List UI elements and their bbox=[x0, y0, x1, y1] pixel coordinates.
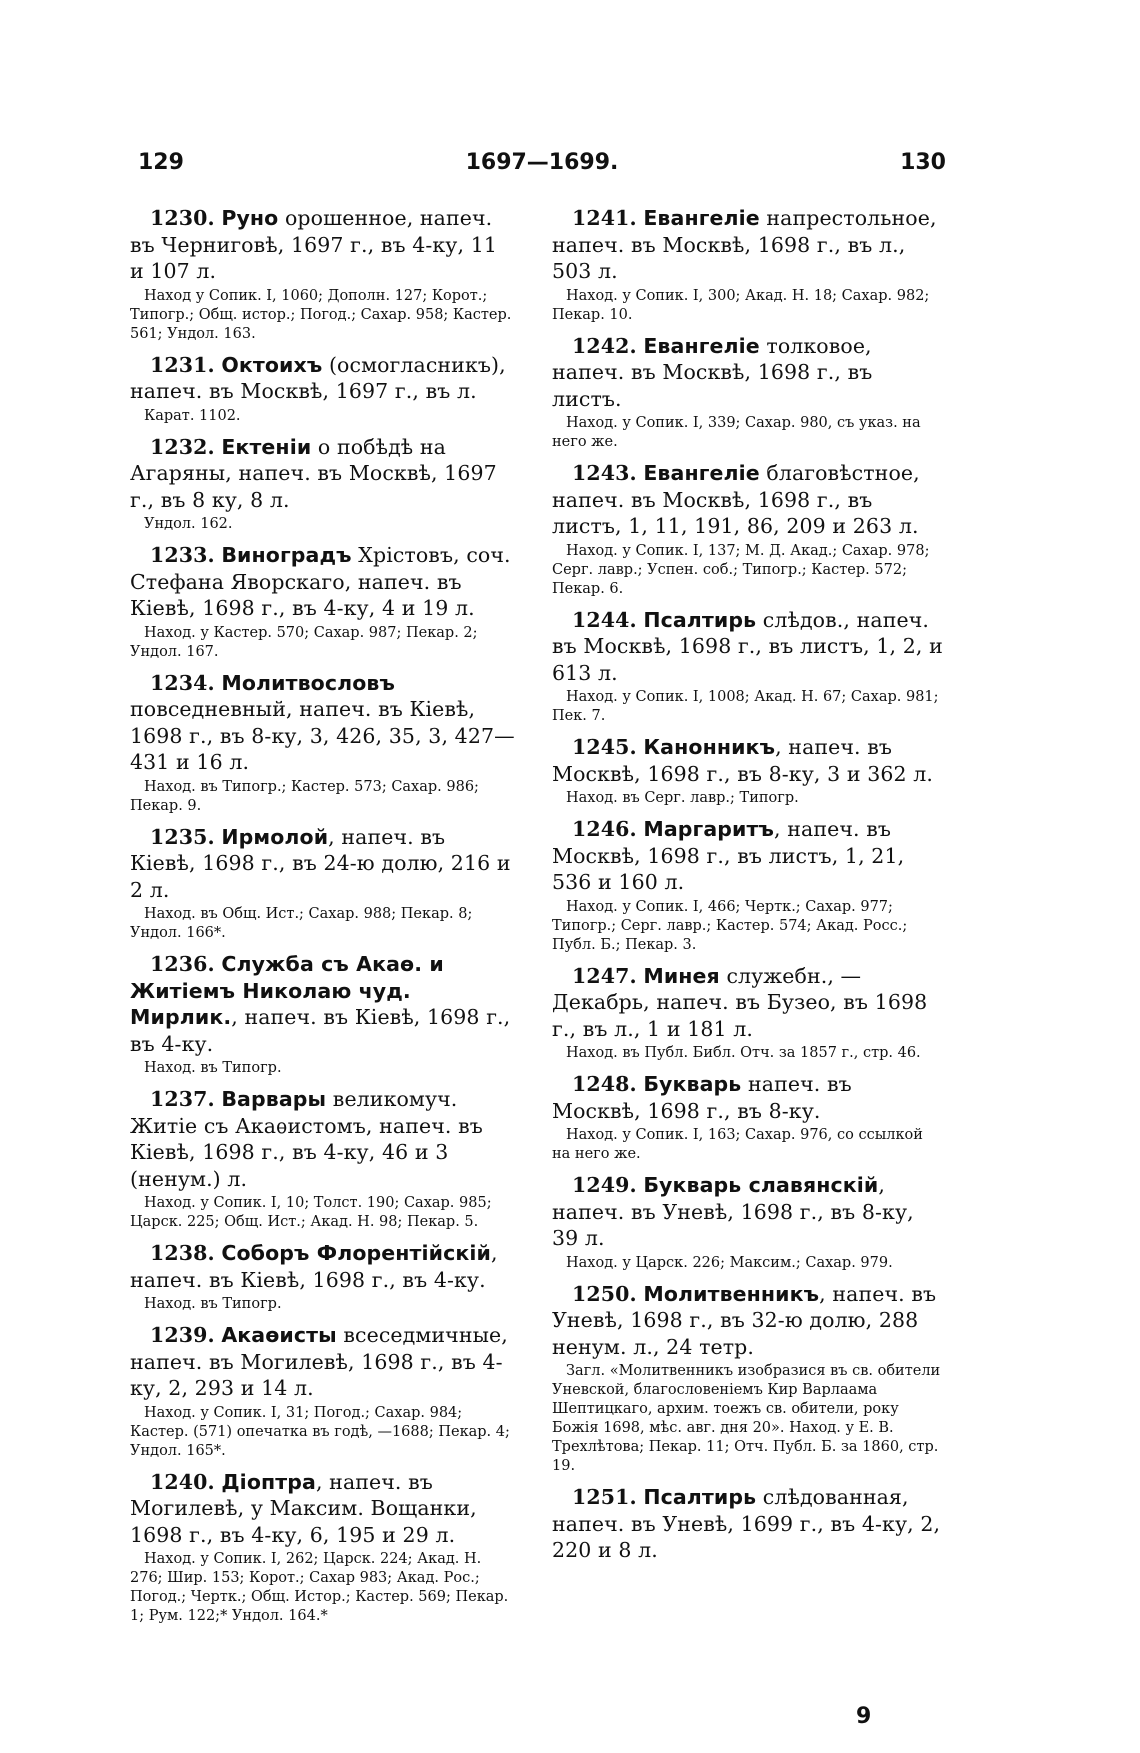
entry-title: Псалтирь bbox=[643, 607, 757, 632]
entry-location: Наход. у Сопик. I, 1008; Акад. Н. 67; Сахар. 981; Пек. 7. bbox=[552, 689, 939, 724]
entry-location: Наход. у Сопик. I, 31; Погод.; Сахар. 984; Кастер. (571) опечатка въ годѣ, —1688; Пекар. 4; Ундол. 165*. bbox=[130, 1404, 510, 1459]
catalog-entry bbox=[552, 1281, 944, 1477]
entry-number: 1250. bbox=[572, 1281, 637, 1306]
entry-title: Евангеліе bbox=[643, 206, 760, 230]
entry-location: Наход у Сопик. I, 1060; Дополн. 127; Корот.; Типогр.; Общ. истор.; Погод.; Сахар. 958; Кастер. 561; Ундол. 163. bbox=[130, 287, 512, 342]
entry-title: Октоихъ bbox=[221, 352, 323, 377]
entry-description: , напеч. въ Кіевѣ, 1698 г., въ 24-ю долю, 216 и 2 л. bbox=[130, 824, 511, 902]
entry-text bbox=[552, 607, 944, 687]
entry-text bbox=[130, 542, 515, 622]
catalog-entry bbox=[130, 1240, 515, 1314]
page-header bbox=[138, 150, 946, 190]
entry-number: 1244. bbox=[572, 607, 637, 632]
entry-number: 1240. bbox=[150, 1469, 215, 1494]
entry-location: Наход. у Кастер. 570; Сахар. 987; Пекар. 2; Ундол. 167. bbox=[130, 624, 478, 660]
entry-location: Наход. у Сопик. I, 10; Толст. 190; Сахар. 985; Царск. 225; Общ. Ист.; Акад. Н. 98; Пекар. 5. bbox=[130, 1195, 492, 1230]
entry-number: 1232. bbox=[150, 434, 215, 459]
entry-number: 1231. bbox=[150, 352, 215, 377]
entry-description: слѣдованная, напеч. въ Уневѣ, 1699 г., въ 4-ку, 2, 220 и 8 л. bbox=[552, 1485, 941, 1562]
page-number-right: 130 bbox=[900, 150, 946, 175]
entry-text bbox=[552, 816, 944, 896]
entry-title: Акаѳисты bbox=[221, 1323, 337, 1347]
entry-text bbox=[130, 434, 515, 514]
catalog-entry bbox=[130, 1086, 515, 1232]
entry-text bbox=[552, 1071, 944, 1124]
entry-description: о побѣдѣ на Агаряны, напеч. въ Москвѣ, 1697 г., въ 8 ку, 8 л. bbox=[130, 434, 497, 512]
entry-text bbox=[130, 1322, 515, 1402]
entry-location: Наход. у Царск. 226; Максим.; Сахар. 979. bbox=[566, 1254, 893, 1271]
entry-title: Ектеніи bbox=[221, 434, 312, 459]
entry-text bbox=[130, 1469, 515, 1549]
entry-number: 1247. bbox=[572, 963, 637, 988]
entry-number: 1248. bbox=[572, 1072, 637, 1096]
catalog-entry bbox=[552, 1484, 944, 1564]
catalog-entry bbox=[130, 205, 515, 344]
entry-description: служебн., —Декабрь, напеч. въ Бузео, въ 1698 г., въ л., 1 и 181 л. bbox=[552, 963, 928, 1041]
entry-description: , напеч. въ Кіевѣ, 1698 г., въ 4-ку. bbox=[130, 1241, 498, 1292]
entry-title: Канонникъ bbox=[643, 735, 776, 759]
entry-number: 1241. bbox=[572, 206, 637, 230]
entry-text bbox=[552, 1281, 944, 1361]
entry-text bbox=[552, 333, 944, 413]
entry-description: , напеч. въ Уневѣ, 1698 г., въ 32-ю долю, 288 ненум. л., 24 тетр. bbox=[552, 1281, 937, 1359]
entry-location: Наход. въ Публ. Библ. Отч. за 1857 г., стр. 46. bbox=[566, 1045, 921, 1061]
catalog-entry bbox=[552, 963, 944, 1064]
entry-text bbox=[552, 205, 944, 285]
entry-number: 1251. bbox=[572, 1485, 637, 1509]
entry-number: 1234. bbox=[150, 670, 215, 695]
entry-text bbox=[130, 670, 515, 776]
entry-description: напрестольное, напеч. въ Москвѣ, 1698 г., въ л., 503 л. bbox=[552, 206, 937, 283]
entry-title: Служба съ Акаѳ. и Житіемъ Николаю чуд. Мирлик. bbox=[130, 952, 444, 1029]
entry-title: Руно bbox=[221, 206, 279, 230]
entry-location: Наход. въ Серг. лавр.; Типогр. bbox=[566, 790, 799, 806]
catalog-entry bbox=[130, 1469, 515, 1627]
catalog-entry bbox=[130, 824, 515, 944]
entry-number: 1238. bbox=[150, 1241, 215, 1265]
catalog-entry bbox=[552, 734, 944, 808]
entry-location: Наход. въ Типогр. bbox=[144, 1296, 282, 1312]
entry-title: Виноградъ bbox=[221, 543, 352, 567]
entry-text bbox=[130, 951, 515, 1057]
entry-description: , напеч. въ Москвѣ, 1698 г., въ листъ, 1, 21, 536 и 160 л. bbox=[552, 817, 905, 894]
entry-description: слѣдов., напеч. въ Москвѣ, 1698 г., въ листъ, 1, 2, и 613 л. bbox=[552, 607, 943, 685]
catalog-entry bbox=[130, 951, 515, 1078]
entry-title: Діоптра bbox=[221, 1469, 316, 1494]
entry-text bbox=[130, 1240, 515, 1293]
entry-title: Ирмолой bbox=[221, 824, 329, 849]
entry-number: 1230. bbox=[150, 206, 215, 230]
entry-description: орошенное, напеч. въ Черниговѣ, 1697 г., въ 4-ку, 11 и 107 л. bbox=[130, 206, 497, 283]
entry-text bbox=[130, 352, 515, 405]
page-number-left: 129 bbox=[138, 150, 184, 175]
entry-text bbox=[552, 1172, 944, 1252]
entry-text bbox=[130, 205, 515, 285]
entry-number: 1245. bbox=[572, 735, 637, 759]
entry-text bbox=[552, 1484, 944, 1564]
entry-number: 1242. bbox=[572, 333, 637, 358]
entry-text bbox=[552, 963, 944, 1043]
entry-location: Загл. «Молитвенникъ изобразися въ св. обители Уневской, благословеніемъ Кир Варлаама Шептицкаго, архим. тоежъ св. обители, року Божія 1698, мѣс. авг. дня 20». Наход. у Е. В. Трехлѣтова; Пекар. 11; Отч. Публ. Б. за 1860, стр. 19. bbox=[552, 1363, 941, 1474]
entry-title: Молитвословъ bbox=[221, 670, 395, 695]
entry-description: великомуч. Житіе съ Акаѳистомъ, напеч. въ Кіевѣ, 1698 г., въ 4-ку, 46 и 3 (ненум.) л. bbox=[130, 1087, 483, 1191]
catalog-entry bbox=[552, 333, 944, 453]
entry-number: 1235. bbox=[150, 824, 215, 849]
entry-description: Хрістовъ, соч. Стефана Яворскаго, напеч. въ Кіевѣ, 1698 г., въ 4-ку, 4 и 19 л. bbox=[130, 543, 511, 620]
entry-text bbox=[552, 460, 944, 540]
entry-title: Букварь славянскій bbox=[643, 1173, 879, 1197]
entry-number: 1243. bbox=[572, 461, 637, 485]
entry-location: Наход. у Сопик. I, 163; Сахар. 976, со ссылкой на него же. bbox=[552, 1127, 923, 1162]
entry-title: Букварь bbox=[643, 1072, 742, 1096]
entry-location: Наход. у Сопик. I, 339; Сахар. 980, съ указ. на него же. bbox=[552, 415, 921, 450]
catalog-entry bbox=[552, 205, 944, 325]
entry-description: толковое, напеч. въ Москвѣ, 1698 г., въ листъ. bbox=[552, 333, 873, 411]
entry-number: 1246. bbox=[572, 817, 637, 841]
catalog-entry bbox=[552, 460, 944, 599]
entry-description: напеч. въ Москвѣ, 1698 г., въ 8-ку. bbox=[552, 1072, 852, 1123]
entry-description: всеседмичные, напеч. въ Могилевѣ, 1698 г., въ 4-ку, 2, 293 и 14 л. bbox=[130, 1323, 508, 1400]
entry-number: 1233. bbox=[150, 543, 215, 567]
entry-location: Наход. у Сопик. I, 262; Царск. 224; Акад. Н. 276; Шир. 153; Корот.; Сахар 983; Акад. Рос.; Погод.; Чертк.; Общ. Истор.; Кастер. 569; Пекар. 1; Рум. 122;* Ундол. 164.* bbox=[130, 1551, 509, 1624]
catalog-entry bbox=[552, 1172, 944, 1273]
entry-location: Наход. у Сопик. I, 300; Акад. Н. 18; Сахар. 982; Пекар. 10. bbox=[552, 287, 930, 323]
entry-description: , напеч. въ Москвѣ, 1698 г., въ 8-ку, 3 и 362 л. bbox=[552, 735, 934, 786]
entry-location: Наход. у Сопик. I, 466; Чертк.; Сахар. 977; Типогр.; Серг. лавр.; Кастер. 574; Акад. Росс.; Публ. Б.; Пекар. 3. bbox=[552, 898, 908, 953]
entry-number: 1236. bbox=[150, 952, 215, 976]
entry-location: Ундол. 162. bbox=[144, 516, 233, 532]
entry-number: 1237. bbox=[150, 1087, 215, 1111]
entry-title: Псалтирь bbox=[643, 1485, 757, 1509]
left-column bbox=[130, 205, 515, 1634]
entry-location: Наход. въ Типогр. bbox=[144, 1060, 282, 1076]
entry-location: Наход. въ Типогр.; Кастер. 573; Сахар. 986; Пекар. 9. bbox=[130, 778, 479, 814]
entry-description: благовѣстное, напеч. въ Москвѣ, 1698 г., въ листъ, 1, 11, 191, 86, 209 и 263 л. bbox=[552, 461, 920, 538]
catalog-entry bbox=[130, 542, 515, 662]
signature-number: 9 bbox=[856, 1704, 872, 1729]
page-title-years: 1697—1699. bbox=[465, 150, 619, 175]
entry-location: Карат. 1102. bbox=[144, 407, 241, 424]
entry-title: Соборъ Флорентійскій bbox=[221, 1241, 491, 1265]
entry-location: Наход. въ Общ. Ист.; Сахар. 988; Пекар. 8; Ундол. 166*. bbox=[130, 906, 473, 941]
entry-title: Евангеліе bbox=[643, 461, 760, 485]
entry-number: 1239. bbox=[150, 1323, 215, 1347]
entry-description: , напеч. въ Могилевѣ, у Максим. Вощанки, 1698 г., въ 4-ку, 6, 195 и 29 л. bbox=[130, 1469, 477, 1547]
entry-description: , напеч. въ Кіевѣ, 1698 г., въ 4-ку. bbox=[130, 1005, 511, 1056]
entry-location: Наход. у Сопик. I, 137; М. Д. Акад.; Сахар. 978; Серг. лавр.; Успен. соб.; Типогр.; Кастер. 572; Пекар. 6. bbox=[552, 542, 930, 597]
catalog-entry bbox=[130, 1322, 515, 1461]
catalog-entry bbox=[552, 816, 944, 955]
entry-title: Варвары bbox=[221, 1087, 327, 1111]
entry-description: , напеч. въ Уневѣ, 1698 г., въ 8-ку, 39 л. bbox=[552, 1173, 914, 1250]
catalog-entry bbox=[130, 352, 515, 426]
entry-description: повседневный, напеч. въ Кіевѣ, 1698 г., въ 8-ку, 3, 426, 35, 3, 427—431 и 16 л. bbox=[130, 697, 515, 774]
entry-text bbox=[130, 1086, 515, 1192]
entry-text bbox=[130, 824, 515, 904]
entry-title: Минея bbox=[643, 963, 720, 988]
entry-description: (осмогласникъ), напеч. въ Москвѣ, 1697 г., въ л. bbox=[130, 352, 506, 403]
entry-title: Евангеліе bbox=[643, 333, 760, 358]
entry-text bbox=[552, 734, 944, 787]
catalog-entry bbox=[130, 670, 515, 816]
catalog-entry bbox=[552, 1071, 944, 1164]
catalog-entry bbox=[130, 434, 515, 535]
entry-title: Молитвенникъ bbox=[643, 1281, 820, 1306]
right-column bbox=[552, 205, 944, 1572]
entry-number: 1249. bbox=[572, 1173, 637, 1197]
entry-title: Маргаритъ bbox=[643, 817, 775, 841]
catalog-entry bbox=[552, 607, 944, 727]
